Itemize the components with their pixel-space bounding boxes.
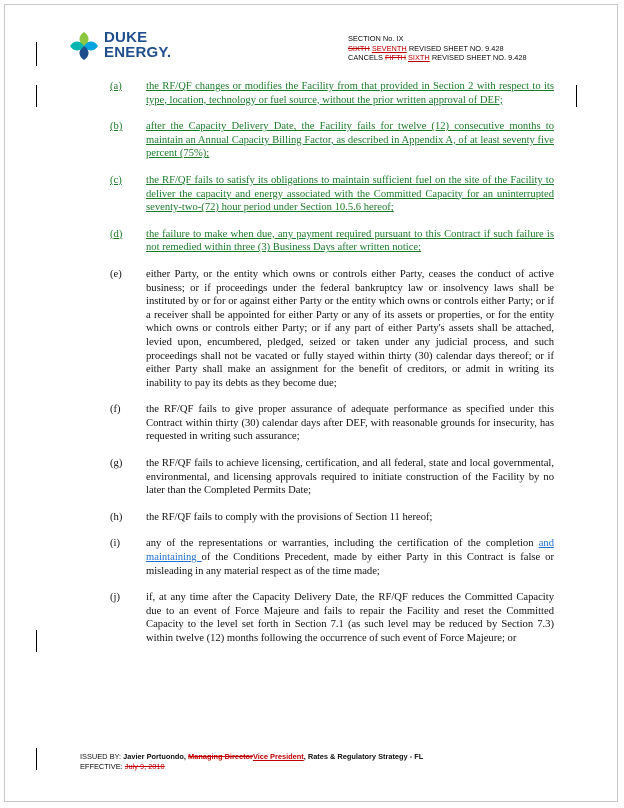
duke-energy-flower-icon [66, 28, 102, 64]
revision-bar [36, 748, 37, 770]
revised-sheet-line: SIXTH SEVENTH REVISED SHEET NO. 9.428 [348, 43, 504, 53]
list-item: (i) any of the representations or warranties, including the certification of the completion and maintaining of the Conditions Precedent, made by either Party in this Contract is false or misleading in any material respect as of the time made; [110, 538, 554, 577]
revision-bar [36, 630, 37, 652]
list-item: (f) the RF/QF fails to give proper assurance of adequate performance as specified under this Contract within thirty (30) calendar days after DEF, with reasonable grounds for insecurity, has requested in writing such assurance; [110, 404, 554, 443]
list-item: (a) the RF/QF changes or modifies the Facility from that provided in Section 2 with respect to its type, location, technology or fuel source, without the prior written approval of DEF; [110, 81, 554, 106]
list-item: (b) after the Capacity Delivery Date, the Facility fails for twelve (12) consecutive months to maintain an Annual Capacity Billing Factor, as described in Appendix A, of at least seventy five percent (75%); [110, 121, 554, 160]
logo-wordmark: DUKE ENERGY. [104, 29, 172, 61]
revision-bar [36, 42, 37, 66]
section-number: SECTION No. IX [348, 34, 404, 43]
list-item: (c) the RF/QF fails to satisfy its obligations to maintain sufficient fuel on the site of the Facility to deliver the capacity and energy associated with the Committed Capacity for an uninterrupted seventy-two-(72) hour period under Section 10.5.6 hereof; [110, 174, 554, 214]
effective-line: EFFECTIVE: July 9, 2010 [80, 762, 165, 771]
duke-energy-logo [66, 28, 186, 64]
list-item: (h) the RF/QF fails to comply with the provisions of Section 11 hereof; [110, 511, 433, 523]
list-item: (j) if, at any time after the Capacity Delivery Date, the RF/QF reduces the Committed Capacity due to an event of Force Majeure and fails to repair the Facility and reset the Committed Capacity to the level set forth in Section 7.1 (as such level may be reduced by Section 7.3) within twelve (12) months following the occurrence of such event of Force Majeure; or [110, 592, 554, 644]
document-body [110, 80, 554, 646]
footer [80, 752, 423, 772]
list-item: (e) either Party, or the entity which owns or controls either Party, ceases the conduct of active business; or if proceedings under the federal bankruptcy law or insolvency laws shall be instituted by or for or against either Party or the entity which owns or controls either Party; or if a receiver shall be appointed for either Party or any of its assets or properties, or for the entity which owns or controls either Party; or if any part of either Party's assets shall be attached, levied upon, encumbered, pledged, seized or taken under any judicial process, and such proceedings shall not be vacated or fully stayed within thirty (30) calendar days thereof; or if either Party shall make an assignment for the benefit of creditors, or admit in writing its inability to pay its debts as they become due; [110, 268, 554, 389]
list-item: (d) the failure to make when due, any payment required pursuant to this Contract if such failure is not remedied within three (3) Business Days after written notice; [110, 228, 554, 254]
revision-bar [36, 85, 37, 107]
cancels-sheet-line: CANCELS FIFTH SIXTH REVISED SHEET NO. 9.428 [348, 53, 527, 62]
revision-bar [576, 85, 577, 107]
tariff-header [348, 34, 527, 63]
item-i-text: any of the representations or warranties, including the certification of the completion and maintaining of the Conditions Precedent, made by either Party in this Contract is false or misleading in any material respect as of the time made; [146, 538, 554, 577]
list-item: (g) the RF/QF fails to achieve licensing, certification, and all federal, state and local governmental, environmental, and licensing approvals required to initiate construction of the Facility by no later than the Completed Permits Date; [110, 458, 554, 497]
issued-by-line: ISSUED BY: Javier Portuondo, Managing DirectorVice President, Rates & Regulatory Strategy - FL [80, 752, 424, 761]
